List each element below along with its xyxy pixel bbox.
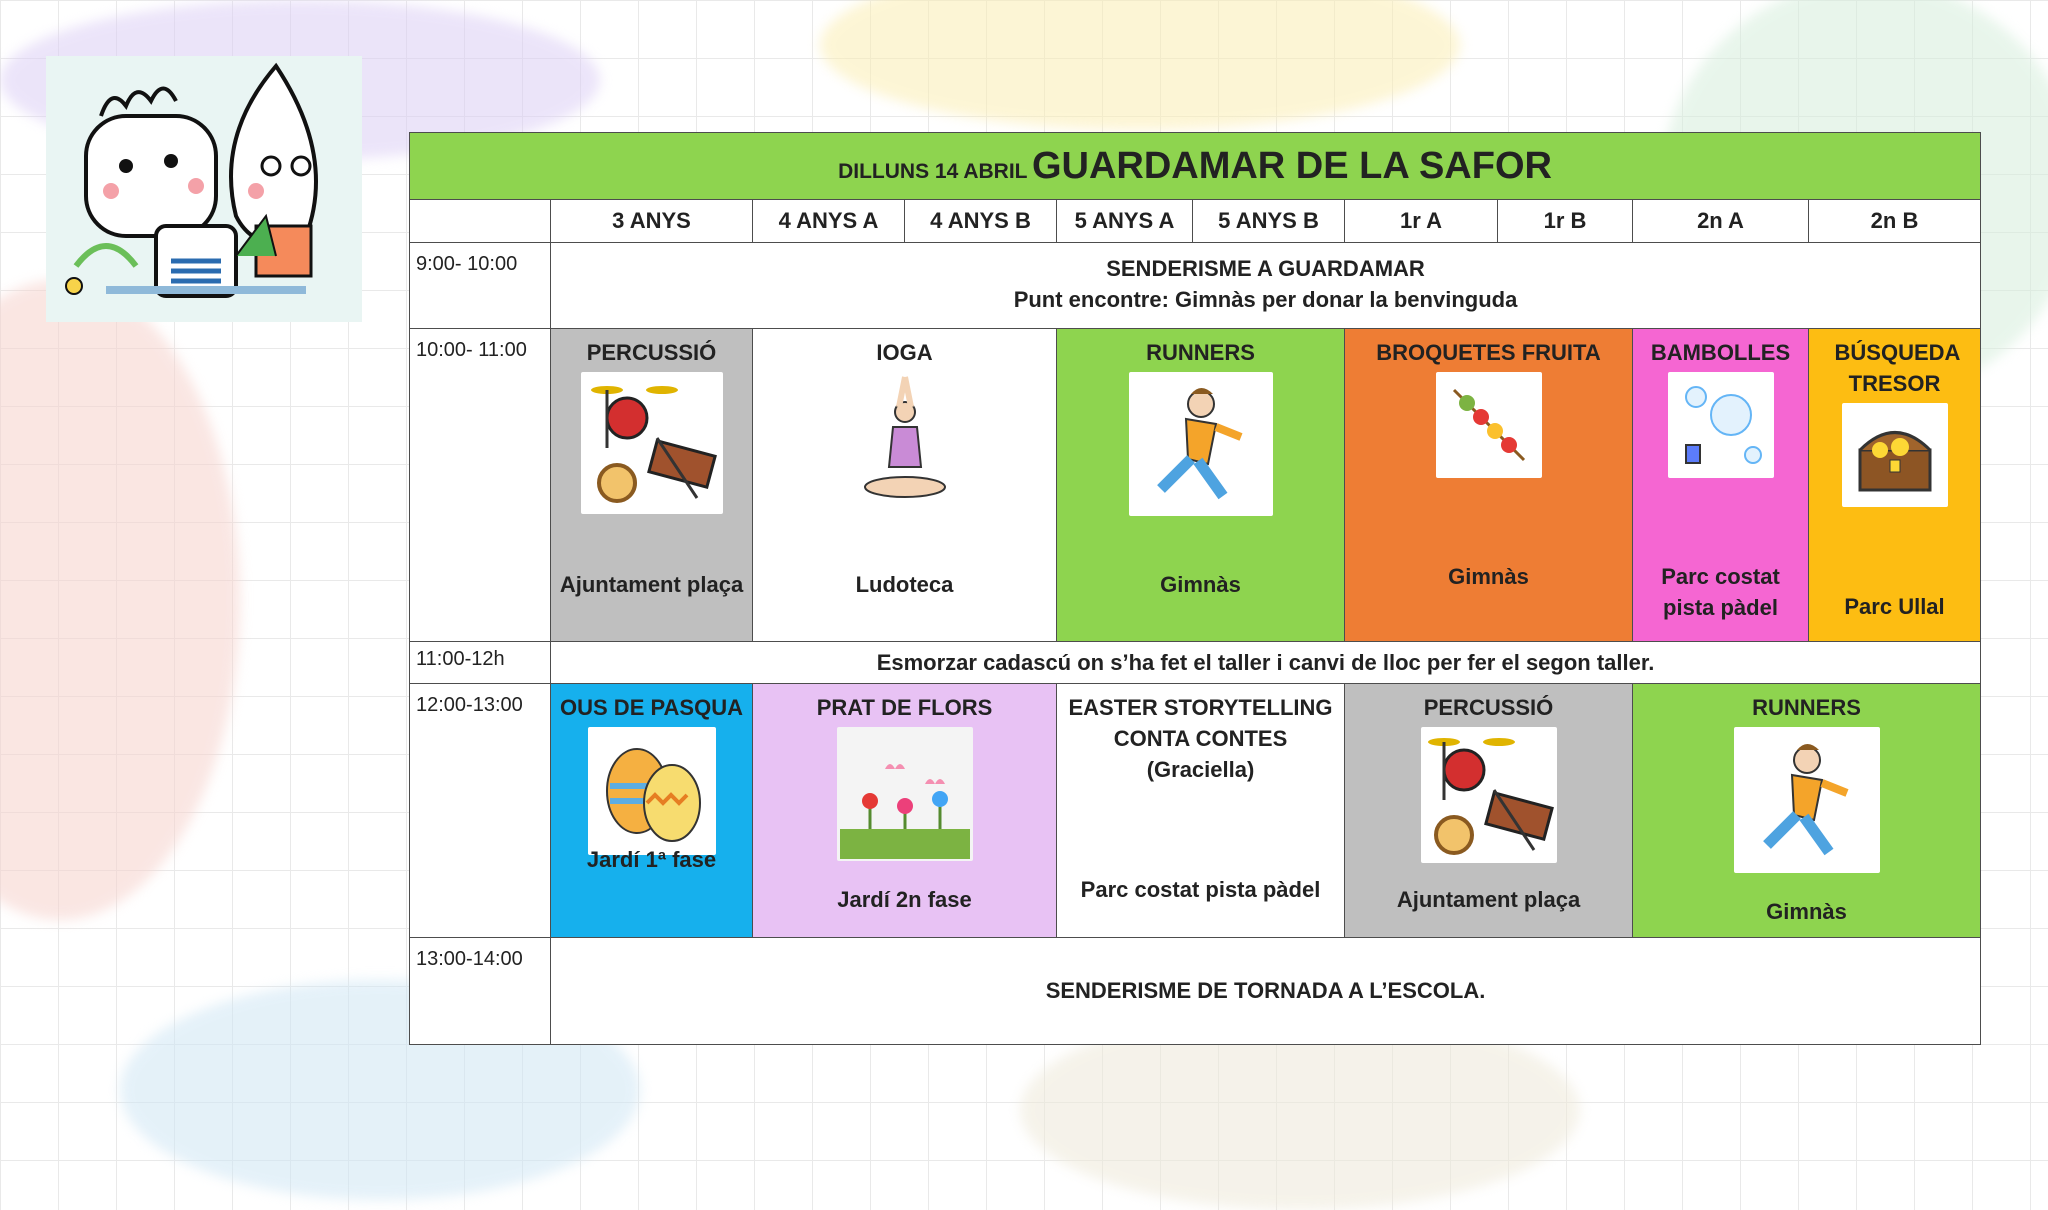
yoga-icon — [850, 372, 960, 512]
activity-location: Gimnàs — [1766, 899, 1847, 924]
column-header: 3 ANYS — [551, 200, 753, 243]
activity-name: PERCUSSIÓ — [1423, 695, 1554, 720]
column-header: 2n A — [1633, 200, 1809, 243]
activity-name: BAMBOLLES — [1650, 340, 1791, 365]
runner-icon — [1734, 727, 1880, 873]
activity-location: Parc costat pista pàdel — [1661, 564, 1780, 620]
activity-cell — [1345, 684, 1633, 938]
activity-name: PRAT DE FLORS — [816, 695, 993, 720]
activity-location: Parc Ullal — [1844, 594, 1945, 619]
treasure-chest-icon — [1842, 403, 1948, 507]
activity-cell — [1057, 684, 1345, 938]
activity-name-line: EASTER STORYTELLING — [1068, 695, 1333, 720]
activity-location: Jardí 2n fase — [837, 887, 972, 912]
time-slot: 11:00-12h — [410, 642, 551, 684]
bubbles-icon — [1668, 372, 1774, 478]
activity-location: Jardí 1ª fase — [586, 847, 717, 872]
activity-cell — [1057, 329, 1345, 642]
time-slot: 9:00- 10:00 — [410, 243, 551, 329]
activity-cell — [1633, 329, 1809, 642]
activity-location: Ajuntament plaça — [1396, 887, 1581, 912]
activity-location: Gimnàs — [1160, 572, 1241, 597]
activity-name: BÚSQUEDA TRESOR — [1834, 340, 1961, 396]
activity-cell — [753, 684, 1057, 938]
time-slot: 10:00- 11:00 — [410, 329, 551, 642]
activity-name-line: CONTA CONTES — [1113, 726, 1288, 751]
activity-name: IOGA — [876, 340, 933, 365]
schedule-table — [409, 132, 1981, 1045]
time-slot: 13:00-14:00 — [410, 938, 551, 1045]
flower-meadow-icon — [837, 727, 973, 861]
easter-eggs-icon — [588, 727, 716, 855]
activity-location: Parc costat pista pàdel — [1080, 877, 1321, 902]
activity-location: Ludoteca — [855, 572, 954, 597]
column-header: 5 ANYS A — [1057, 200, 1193, 243]
corner-cell — [410, 200, 551, 243]
activity-name: BROQUETES FRUITA — [1376, 340, 1601, 365]
hiking-title: SENDERISME A GUARDAMAR — [1106, 256, 1425, 281]
activity-cell — [753, 329, 1057, 642]
percussion-icon — [1421, 727, 1557, 863]
activity-name: PERCUSSIÓ — [586, 340, 717, 365]
column-header: 1r B — [1498, 200, 1633, 243]
time-slot: 12:00-13:00 — [410, 684, 551, 938]
activity-name: RUNNERS — [1146, 340, 1255, 365]
return-row: SENDERISME DE TORNADA A L’ESCOLA. — [551, 938, 1981, 1045]
activity-cell — [551, 329, 753, 642]
activity-location: Ajuntament plaça — [559, 572, 744, 597]
column-header: 4 ANYS A — [753, 200, 905, 243]
meeting-point: Punt encontre: Gimnàs per donar la benvinguda — [1013, 287, 1518, 312]
activity-cell — [1633, 684, 1981, 938]
activity-name: RUNNERS — [1752, 695, 1861, 720]
fruit-skewer-icon — [1436, 372, 1542, 478]
percussion-icon — [581, 372, 723, 514]
hiking-row — [551, 243, 1981, 329]
breakfast-row: Esmorzar cadascú on s’ha fet el taller i canvi de lloc per fer el segon taller. — [551, 642, 1981, 684]
schedule-title — [410, 133, 1981, 200]
column-header: 5 ANYS B — [1193, 200, 1345, 243]
activity-name — [1057, 684, 1344, 785]
schedule-day: DILLUNS 14 ABRIL — [838, 159, 1028, 183]
column-header: 2n B — [1809, 200, 1981, 243]
schedule-place: GUARDAMAR DE LA SAFOR — [1031, 144, 1552, 187]
column-header: 4 ANYS B — [905, 200, 1057, 243]
activity-name: OUS DE PASQUA — [560, 695, 743, 720]
column-header: 1r A — [1345, 200, 1498, 243]
activity-name-line: (Graciella) — [1146, 757, 1255, 782]
school-logo — [46, 56, 362, 322]
runner-icon — [1129, 372, 1273, 516]
activity-cell — [1345, 329, 1633, 642]
activity-location: Gimnàs — [1448, 564, 1529, 589]
activity-cell — [551, 684, 753, 938]
activity-cell — [1809, 329, 1981, 642]
